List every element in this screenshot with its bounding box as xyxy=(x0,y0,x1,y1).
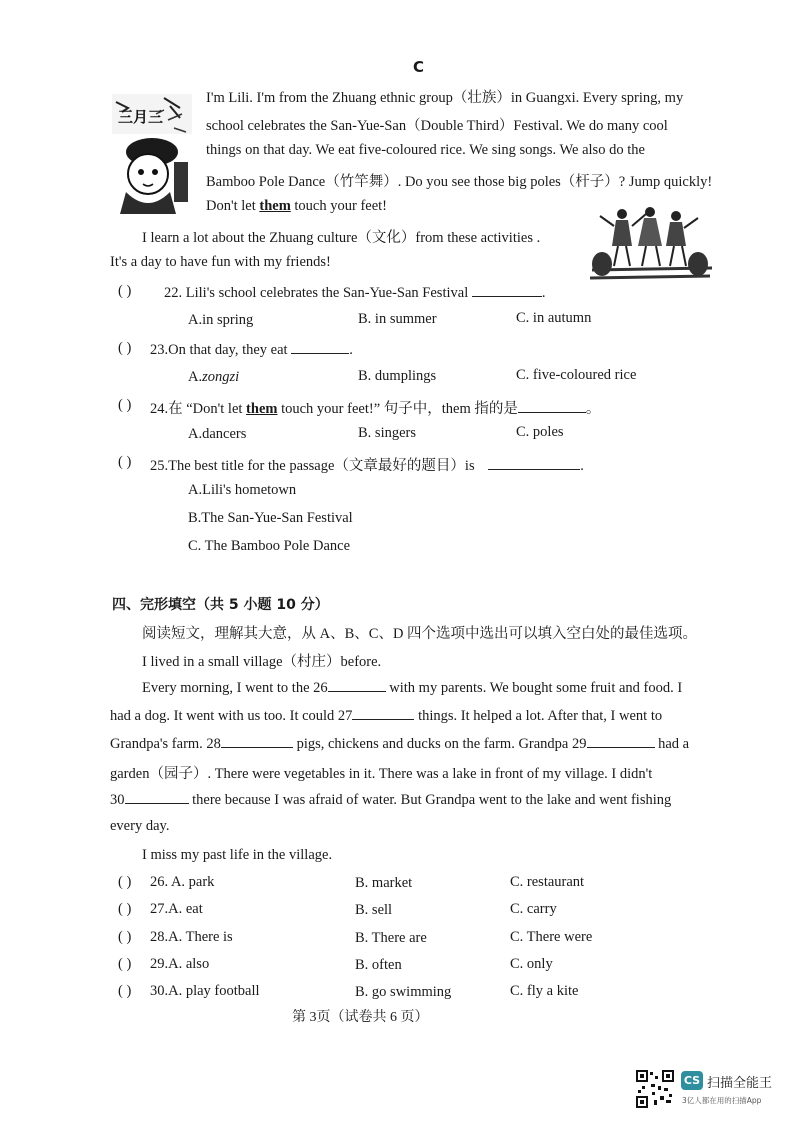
option-c: C. restaurant xyxy=(510,874,585,890)
passage-line: school celebrates the San-Yue-San（Double Third）Festival. We do many cool xyxy=(206,118,668,134)
section-title: 四、完形填空（共 5 小题 10 分） xyxy=(112,597,329,613)
option-a: A.in spring xyxy=(188,312,254,328)
option-a: A.Lili's hometown xyxy=(188,482,297,498)
text: touch your feet! xyxy=(290,198,388,214)
answer-paren: ( ) xyxy=(118,956,132,972)
blank-27 xyxy=(352,706,414,720)
option-c: C. carry xyxy=(510,901,557,917)
cloze-line: I lived in a small village（村庄）before. xyxy=(142,654,382,670)
text: Every morning, I went to the 26 xyxy=(142,680,328,696)
question-stem: 23.On that day, they eat xyxy=(150,342,288,358)
text: with my parents. We bought some fruit and food. I xyxy=(385,680,683,696)
blank-30 xyxy=(125,790,189,804)
punct: . xyxy=(541,285,546,301)
answer-paren: ( ) xyxy=(118,901,132,917)
option-a: 27.A. eat xyxy=(150,901,203,917)
passage-line: Bamboo Pole Dance（竹竿舞）. Do you see those big poles（杆子）? Jump quickly! xyxy=(206,174,713,190)
option-b: B. market xyxy=(355,875,413,891)
option-b: B. in summer xyxy=(358,311,437,327)
punct: . xyxy=(349,342,353,358)
text: had a xyxy=(654,736,690,752)
answer-blank xyxy=(488,456,580,470)
text: 24.在 “Don't let xyxy=(150,401,247,417)
option-b: B. often xyxy=(355,957,402,973)
punct: 。 xyxy=(585,401,601,417)
option-b: B. singers xyxy=(358,425,416,441)
option-b: B.The San-Yue-San Festival xyxy=(188,510,353,526)
cloze-line: I miss my past life in the village. xyxy=(142,847,333,863)
bamboo-dance-illustration xyxy=(588,204,712,286)
passage-line: things on that day. We eat five-coloured rice. We sing songs. We also do the xyxy=(206,142,645,158)
option-b: B. There are xyxy=(355,930,427,946)
illustration-caption: 三月三 xyxy=(118,108,164,126)
punct: . xyxy=(580,458,584,474)
cloze-line: every day. xyxy=(110,818,170,834)
passage-line: It's a day to have fun with my friends! xyxy=(110,254,331,270)
answer-blank xyxy=(518,399,586,413)
option-a: 28.A. There is xyxy=(150,929,233,945)
option-b: B. dumplings xyxy=(358,368,437,384)
option-c: C. There were xyxy=(510,929,593,945)
question-stem: 22. Lili's school celebrates the San-Yue-San Festival xyxy=(164,285,469,301)
text: pigs, chickens and ducks on the farm. Grandpa 29 xyxy=(292,736,587,752)
blank-28 xyxy=(221,734,293,748)
text: there because I was afraid of water. But Grandpa went to the lake and went fishing xyxy=(188,792,672,808)
cloze-line xyxy=(142,678,682,697)
camscanner-logo: CS xyxy=(681,1071,703,1090)
option-a: A.dancers xyxy=(188,426,247,442)
option-c: C. poles xyxy=(516,424,564,440)
emphasis-them: them xyxy=(246,401,278,417)
text: things. It helped a lot. After that, I went to xyxy=(414,708,663,724)
question-23 xyxy=(150,340,353,359)
option-b: B. sell xyxy=(355,902,393,918)
option-a: 29.A. also xyxy=(150,956,210,972)
italic-word: zongzi xyxy=(202,369,240,385)
brand-name: 扫描全能王 xyxy=(707,1076,773,1091)
answer-paren: ( ) xyxy=(118,874,132,890)
page-number: 第 3页（试卷共 6 页） xyxy=(292,1010,429,1025)
question-25 xyxy=(150,454,584,475)
answer-blank xyxy=(291,340,349,354)
text: touch your feet!” 句子中，them 指的是 xyxy=(277,401,518,417)
answer-paren: ( ) xyxy=(118,397,132,413)
brand-tagline: 3亿人都在用的扫描App xyxy=(682,1096,762,1105)
answer-blank xyxy=(472,283,542,297)
section-letter: C xyxy=(413,58,425,76)
option-a xyxy=(188,369,239,386)
cloze-line: garden（园子）. There were vegetables in it. There was a lake in front of my village. I didn't xyxy=(110,766,653,782)
option-c: C. in autumn xyxy=(516,310,592,326)
text: 30 xyxy=(110,792,125,808)
passage-line: I learn a lot about the Zhuang culture（文化）from these activities . xyxy=(142,230,541,246)
emphasis-them: them xyxy=(259,198,291,214)
text: had a dog. It went with us too. It could 27 xyxy=(110,708,353,724)
answer-paren: ( ) xyxy=(118,983,132,999)
blank-26 xyxy=(328,678,386,692)
answer-paren: ( ) xyxy=(118,454,132,470)
text: Grandpa's farm. 28 xyxy=(110,736,221,752)
question-24 xyxy=(150,397,600,418)
instruction: 阅读短文，理解其大意，从 A、B、C、D 四个选项中选出可以填入空白处的最佳选项。 xyxy=(142,626,698,642)
option-c: C. The Bamboo Pole Dance xyxy=(188,538,351,554)
answer-paren: ( ) xyxy=(118,929,132,945)
option-b: B. go swimming xyxy=(355,984,452,1000)
question-22 xyxy=(164,283,545,302)
text: Don't let xyxy=(206,198,260,214)
option-a: 30.A. play football xyxy=(150,983,260,999)
cloze-line xyxy=(110,790,671,809)
passage-line: I'm Lili. I'm from the Zhuang ethnic group（壮族）in Guangxi. Every spring, my xyxy=(206,90,684,106)
girl-illustration xyxy=(108,92,196,214)
option-c: C. fly a kite xyxy=(510,983,579,999)
option-c: C. only xyxy=(510,956,553,972)
answer-paren: ( ) xyxy=(118,283,132,299)
answer-paren: ( ) xyxy=(118,340,132,356)
option-c: C. five-coloured rice xyxy=(516,367,637,383)
option-a-text: A.zongzi xyxy=(188,369,240,385)
cloze-line xyxy=(110,734,689,753)
passage-line xyxy=(206,198,387,215)
qr-code xyxy=(636,1070,674,1108)
blank-29 xyxy=(587,734,655,748)
cloze-line xyxy=(110,706,662,725)
option-a: 26. A. park xyxy=(150,874,215,890)
question-stem: 25.The best title for the passage（文章最好的题目）is xyxy=(150,458,475,474)
